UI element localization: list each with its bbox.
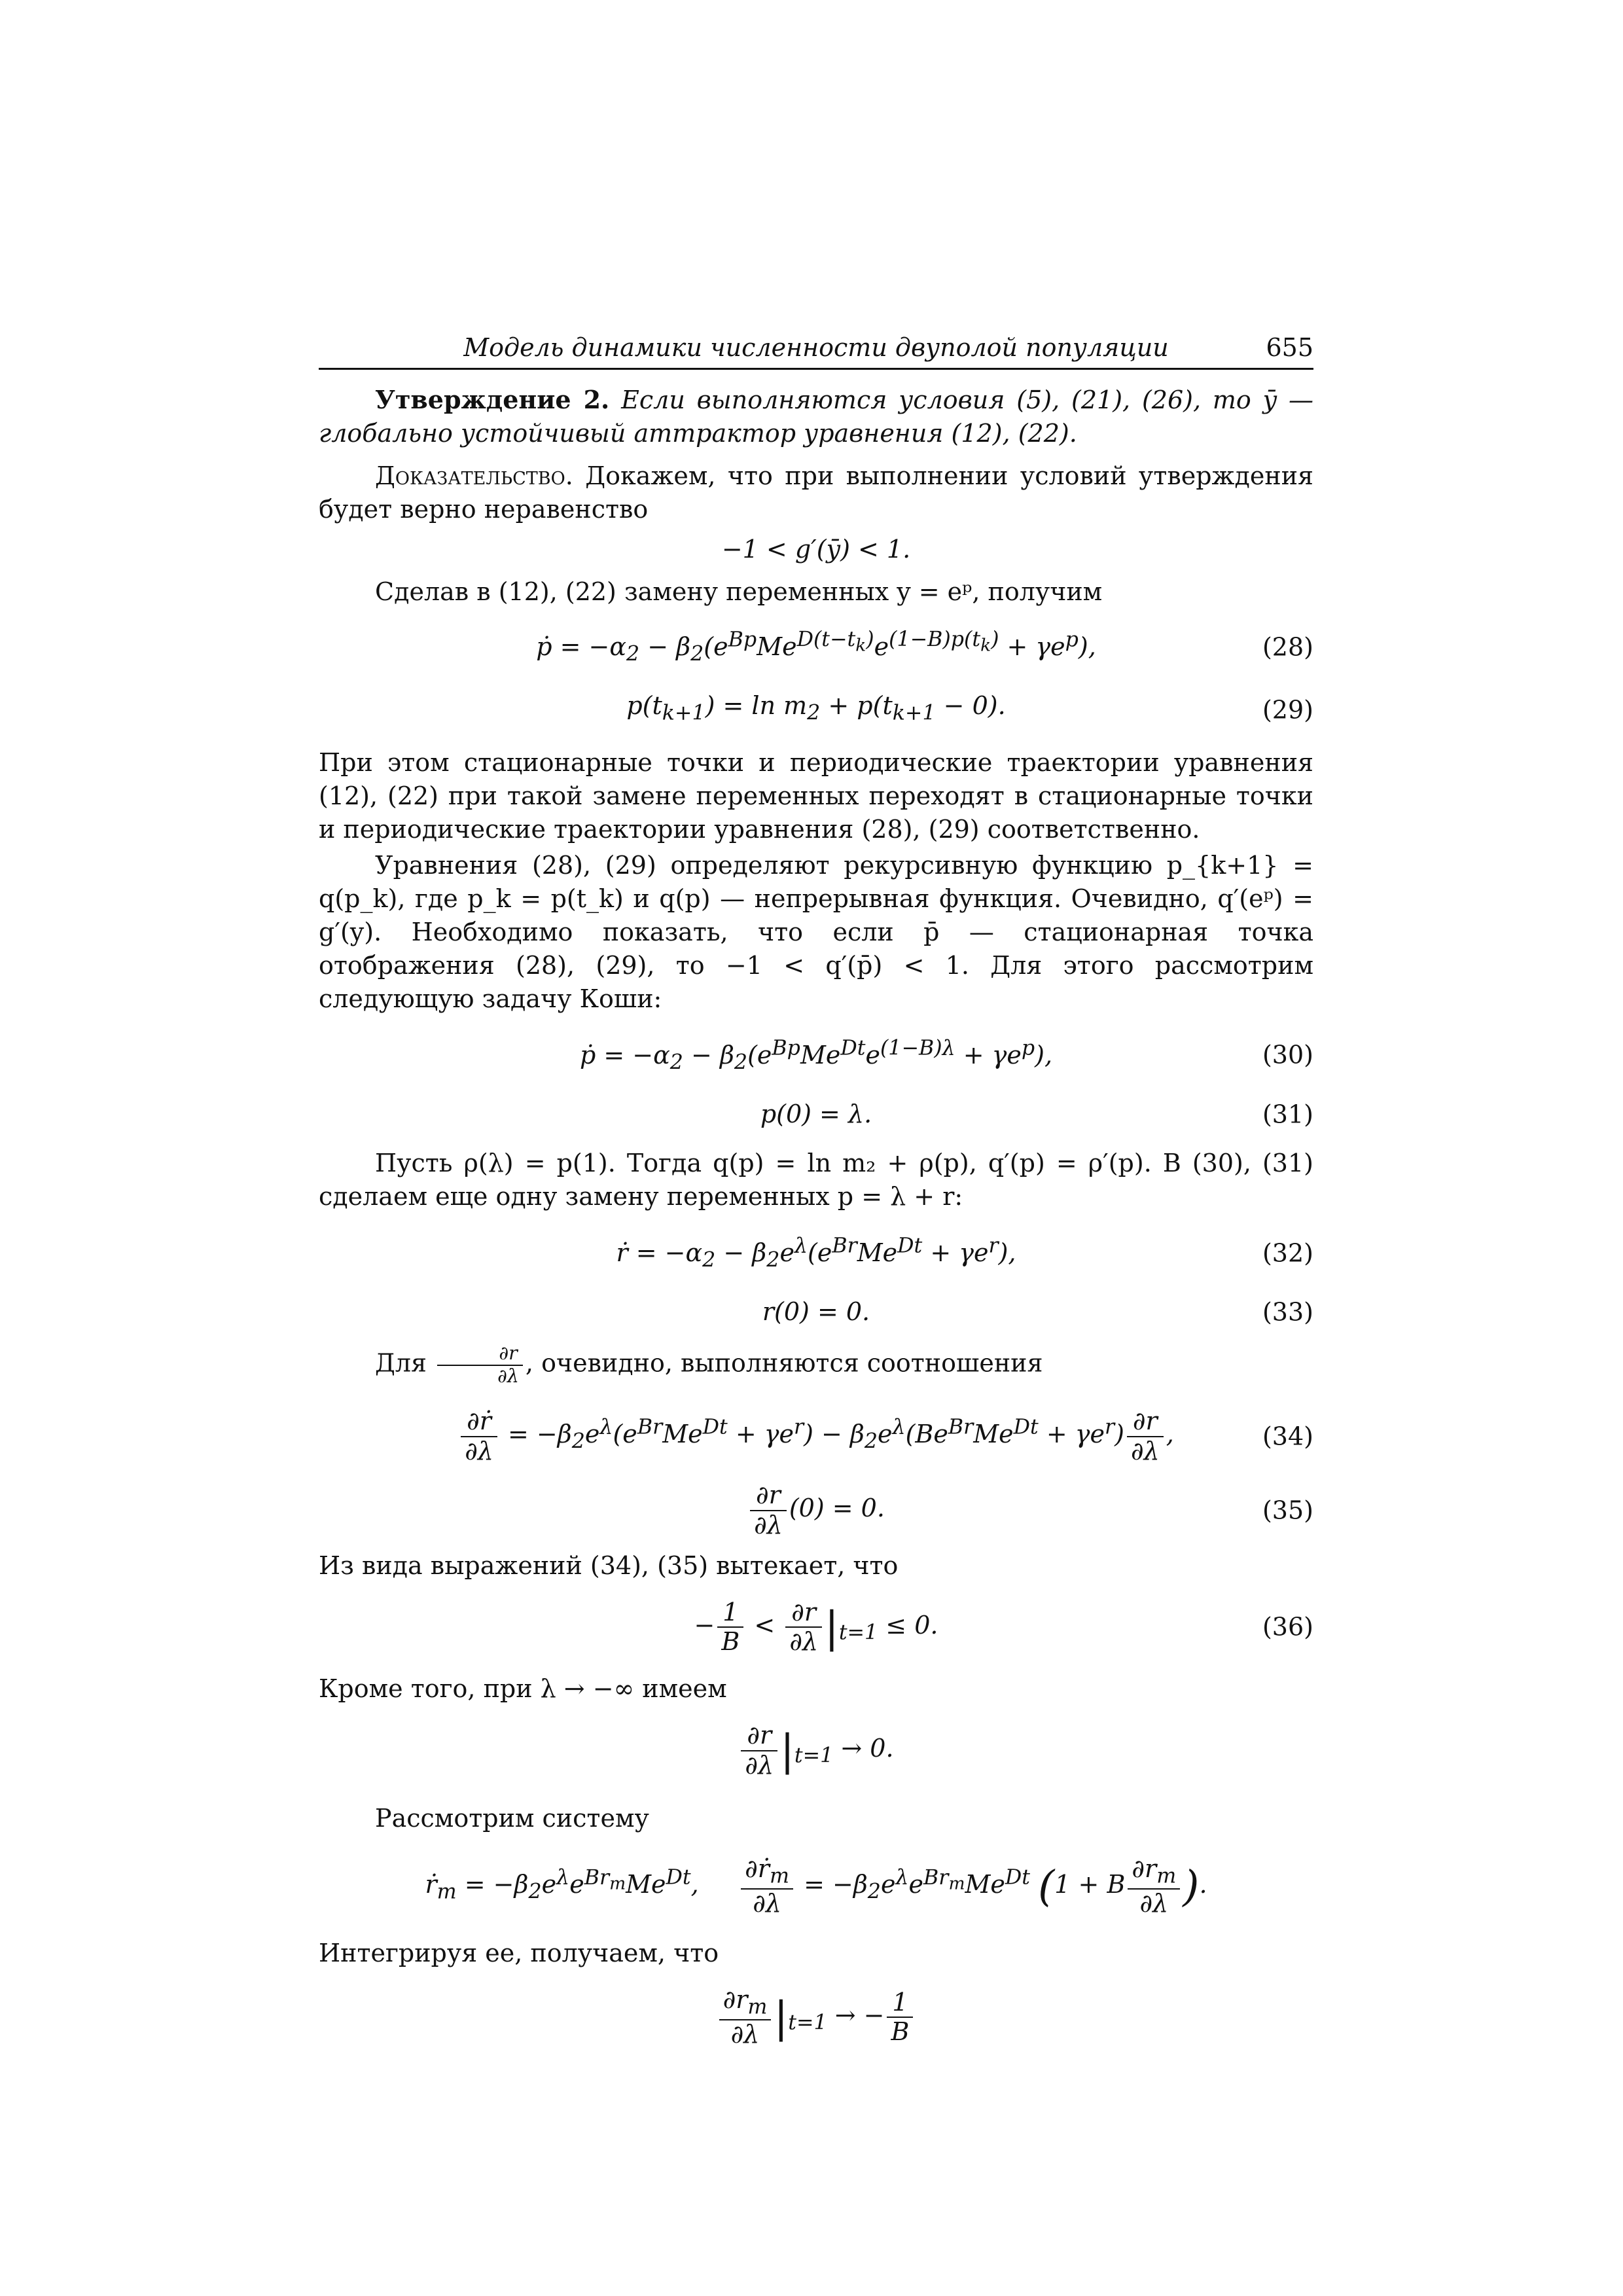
dr-paragraph [319, 1343, 1313, 1388]
equation-35-expr: $\frac{\partial r}{\partial\lambda}$ (0) = 0. [747, 1494, 885, 1522]
system-equations [319, 1855, 1313, 1918]
equation-34 [319, 1407, 1313, 1465]
limit-expression-expr: $\frac{\partial r}{\partial\lambda}$ $|_{t=1} \to 0$. [738, 1734, 893, 1763]
proof-paragraph [319, 459, 1313, 526]
running-title: Модель динамики численности двуполой популяции [463, 333, 1169, 362]
from-paragraph: Из вида выражений (34), (35) вытекает, что [319, 1551, 899, 1580]
system-equations-expr: ṙ$_m$ = $-\beta_2e^\lambda e^{Br_m}Me^{Dt}$, $\frac{\partial ṙ_m}{\partial\lambda}$ = $-\beta_2e^\lambda e^{Br_m}Me^{Dt}$ (1 + B $\frac{\partial r_m}{\partial\lambda}$ ). [425, 1854, 1207, 1918]
equation-29-number: (29) [1262, 695, 1313, 725]
besides-paragraph: Кроме того, при λ → −∞ имеем [319, 1674, 727, 1703]
equation-34-expr: $\frac{\text{∂ṙ}}{\partial\lambda}$ = $-\beta_2e^\lambda(e^{Br}Me^{Dt} + \gamma e^r) - \beta_2e^\lambda(Be^{Br}Me^{Dt} + \gamma e^r)$ $\frac{\partial r}{\partial\lambda}$ , [458, 1420, 1174, 1448]
substitution-paragraph: Сделав в (12), (22) замену переменных y = eᵖ, получим [375, 577, 1103, 606]
page-number: 655 [1266, 333, 1313, 362]
page-body [319, 327, 1313, 2049]
consider-paragraph: Рассмотрим систему [375, 1804, 649, 1833]
equation-29-expr: $p(t_{k+1}) = \ln m_2 + p(t_{k+1} - 0)$. [626, 691, 1006, 725]
statement-label: Утверждение 2. [375, 385, 610, 414]
equation-30-expr: ṗ = $-\alpha_2 - \beta_2(e^{Bp}Me^{Dt}e^{(1-B)\lambda} + \gamma e^p)$, [579, 1035, 1053, 1075]
statement-paragraph [319, 383, 1313, 450]
equation-36-number: (36) [1262, 1612, 1313, 1641]
recursive-paragraph: Уравнения (28), (29) определяют рекурсивную функцию p_{k+1} = q(p_k), где p_k = p(t_k) и q(p) — непрерывная функция. Очевидно, q′(eᵖ) = g′(y). Необходимо показать, что если p̄ — стационарная точка отображения (28), (29), то −1 < q′(p̄) < 1. Для этого рассмотрим следующую задачу Коши: [319, 850, 1313, 1013]
proof-text: Докажем, что при выполнении условий утверждения будет верно неравенство [319, 461, 1313, 524]
limit-rm-expression [319, 1986, 1313, 2049]
proof-label: Доказательство. [375, 461, 573, 490]
equation-35-number: (35) [1262, 1496, 1313, 1525]
rho-paragraph: Пусть ρ(λ) = p(1). Тогда q(p) = ln m₂ + ρ(p), q′(p) = ρ′(p). В (30), (31) сделаем еще одну замену переменных p = λ + r: [319, 1149, 1313, 1211]
equation-30-number: (30) [1262, 1040, 1313, 1069]
running-header [319, 327, 1313, 370]
equation-28-number: (28) [1262, 632, 1313, 662]
equation-31-number: (31) [1262, 1100, 1313, 1129]
equation-29 [319, 689, 1313, 730]
equation-36 [319, 1598, 1313, 1657]
equation-31 [319, 1098, 1313, 1131]
equation-33 [319, 1295, 1313, 1329]
stationary-paragraph: При этом стационарные точки и периодические траектории уравнения (12), (22) при такой замене переменных переходят в стационарные точки и периодические траектории уравнения (28), (29) соответственно. [319, 747, 1313, 844]
equation-33-number: (33) [1262, 1297, 1313, 1327]
equation-30 [319, 1031, 1313, 1079]
equation-28 [319, 623, 1313, 671]
equation-34-number: (34) [1262, 1422, 1313, 1451]
statement-text: Если выполняются условия (5), (21), (26), то ȳ — глобально устойчивый аттрактор уравнения (12), (22). [319, 386, 1313, 448]
dr-paragraph-suffix: , очевидно, выполняются соотношения [525, 1348, 1043, 1378]
dr-dlambda-fraction: $\frac{\partial r}{\partial\lambda}$ [437, 1343, 523, 1388]
limit-rm-expression-expr: $\frac{\partial r_m}{\partial\lambda}$ $|_{t=1}$ → − $\frac{1}{B}$ [717, 2001, 916, 2030]
dr-paragraph-prefix: Для [375, 1348, 427, 1378]
equation-32-expr: ṙ = $-\alpha_2 - \beta_2e^\lambda(e^{Br}Me^{Dt} + \gamma e^r)$, [616, 1234, 1016, 1272]
equation-31-expr: p(0) = λ. [760, 1100, 872, 1129]
equation-32 [319, 1229, 1313, 1277]
equation-33-expr: r(0) = 0. [762, 1297, 870, 1327]
equation-35 [319, 1481, 1313, 1539]
equation-36-expr: − $\frac{1}{B}$ < $\frac{\partial r}{\partial\lambda}$ $|_{t=1} \le 0$. [694, 1597, 938, 1657]
inequality-g: −1 < g′(ȳ) < 1. [721, 535, 911, 564]
limit-expression [319, 1721, 1313, 1780]
integrate-paragraph: Интегрируя ее, получаем, что [319, 1939, 719, 1968]
equation-28-expr: ṗ = $-\alpha_2 - \beta_2(e^{Bp}Me^{D(t-t_k)}e^{(1-B)p(t_k)} + \gamma e^p)$, [536, 628, 1096, 666]
equation-32-number: (32) [1262, 1238, 1313, 1268]
